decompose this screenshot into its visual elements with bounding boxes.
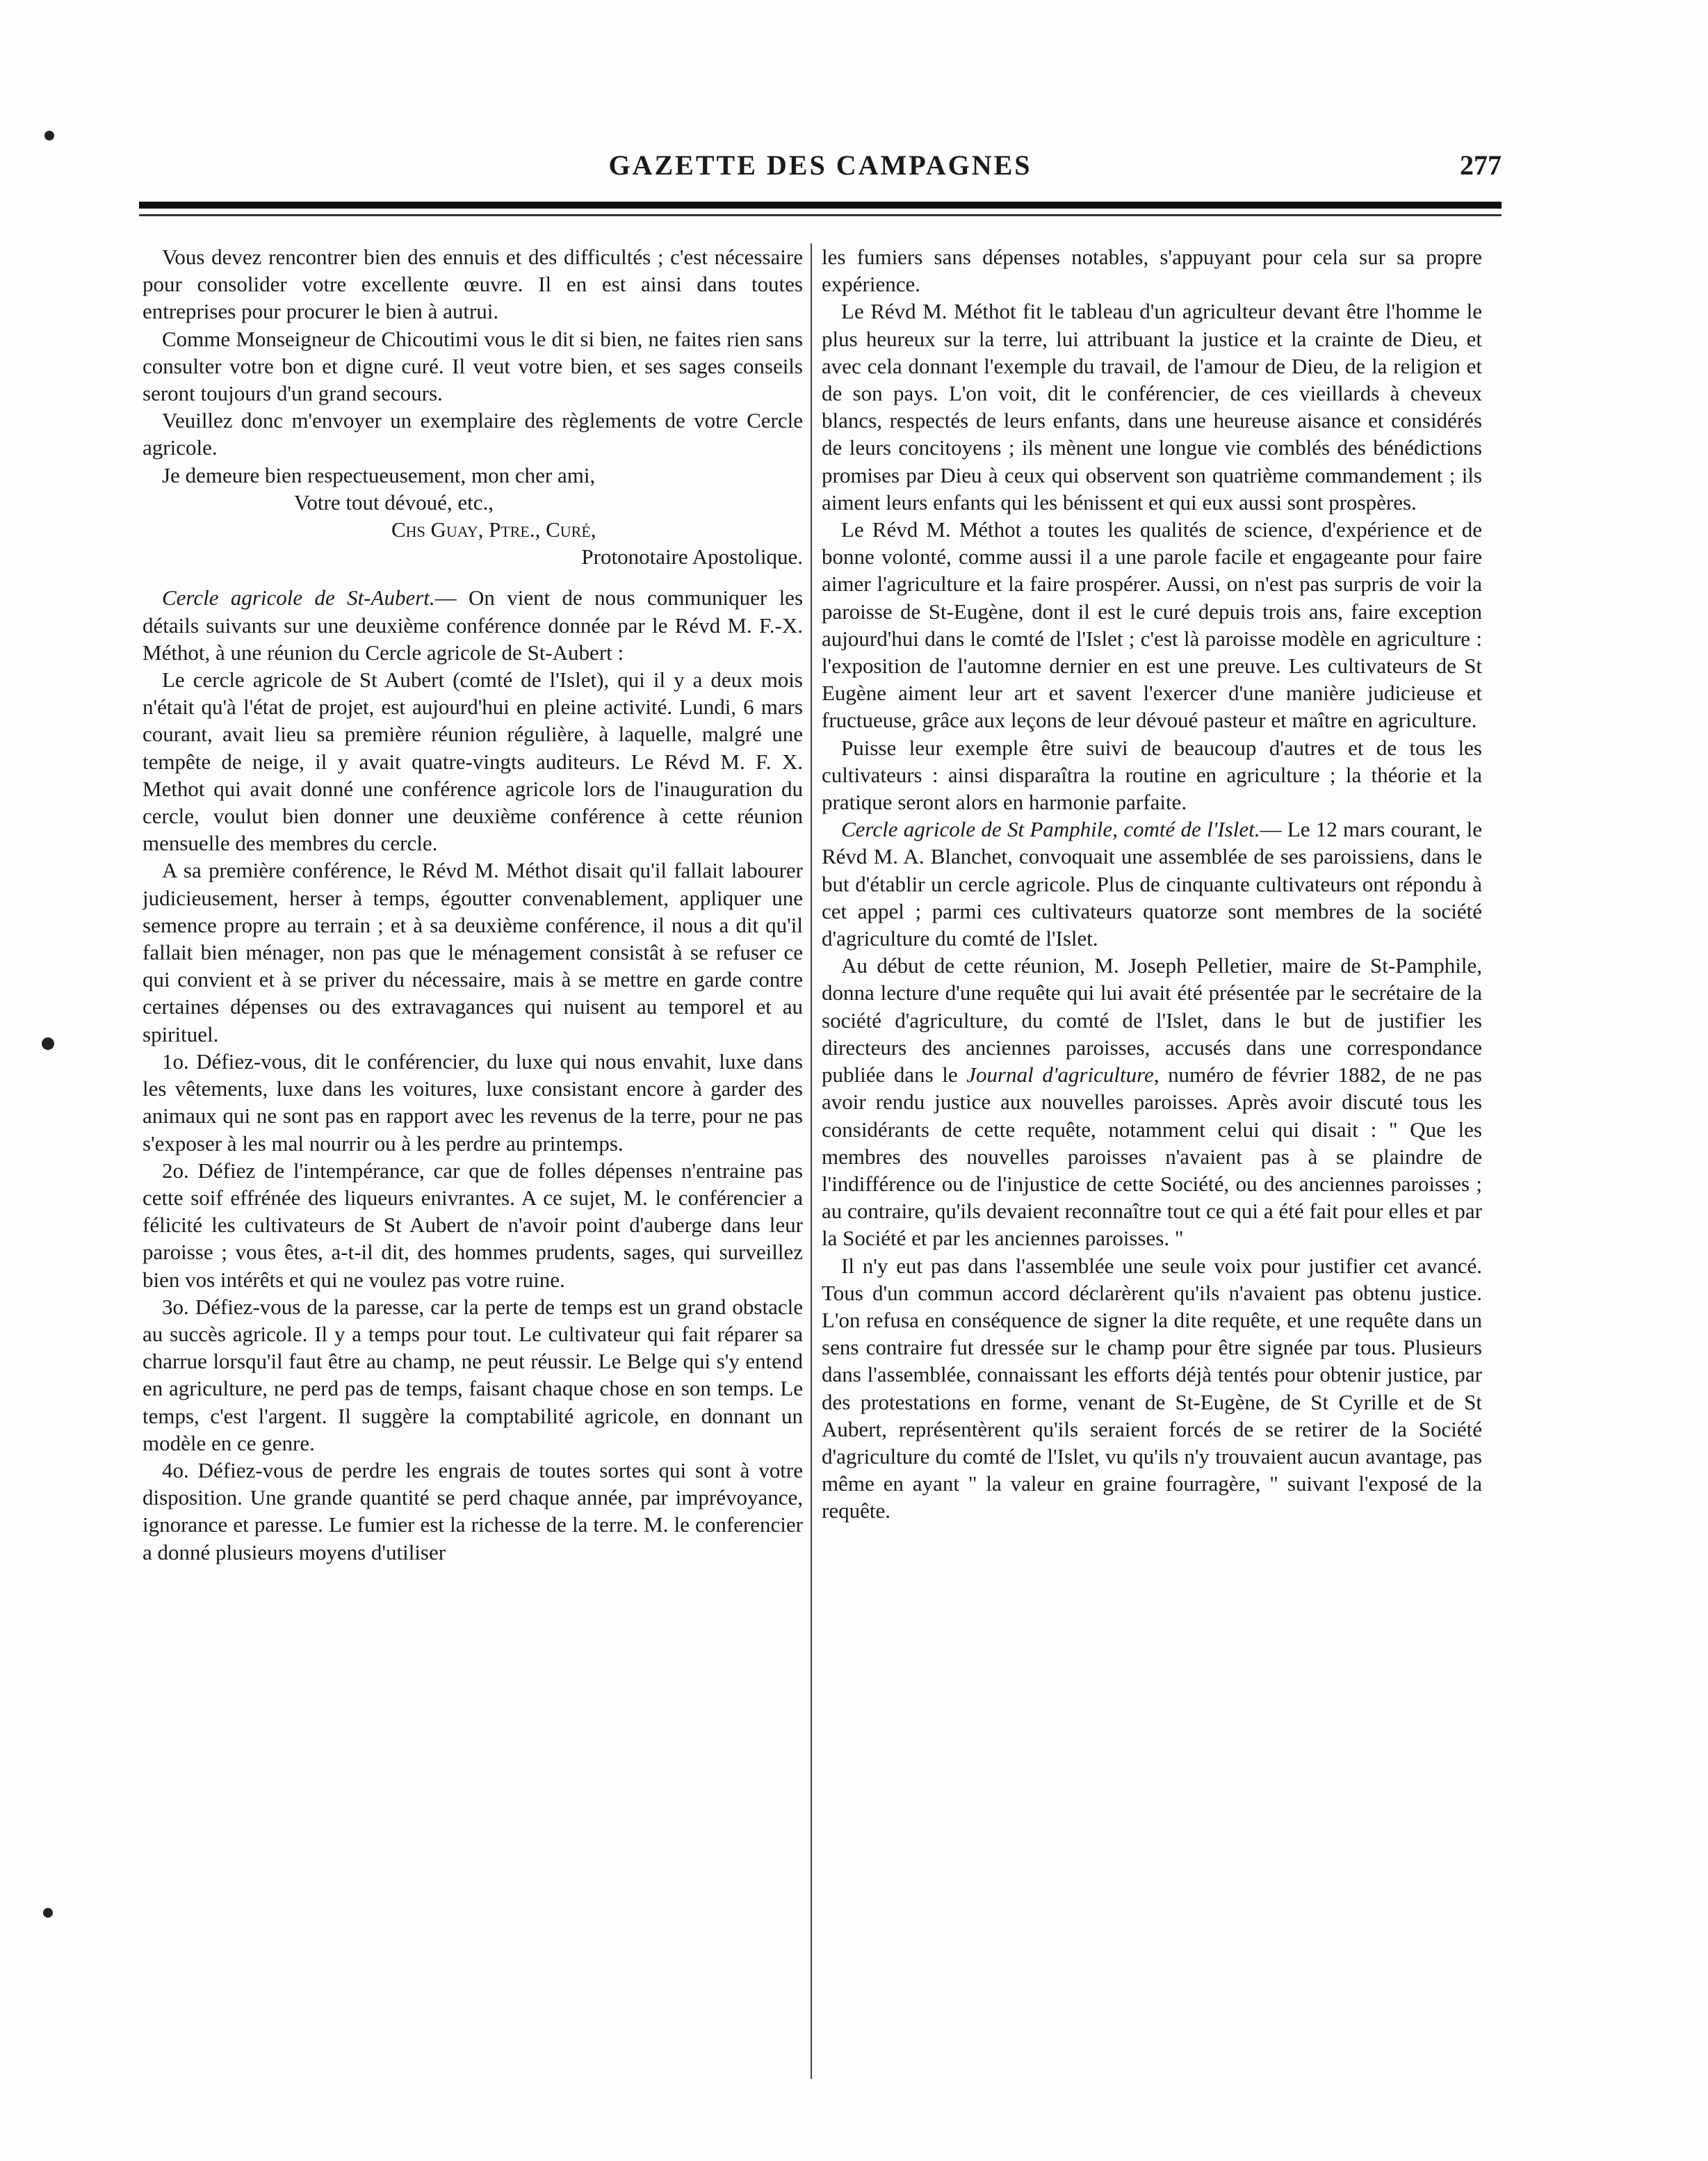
body-paragraph: Le cercle agricole de St Aubert (comté de l'Islet), qui il y a deux mois n'était qu'à l'état de projet, est aujourd'hui en pleine activité. Lundi, 6 mars courant, avait lieu sa première réunion régulière, à laquelle, malgré une tempête de neige, il y avait quatre-vingts auditeurs. Le Révd M. F. X. Methot qui avait donné une conférence agricole lors de l'inauguration du cercle, voulut bien donner une deuxième conférence à cette réunion mensuelle des membres du cercle. [143,667,803,856]
section-intro: — Le 12 mars courant, le Révd M. A. Blanchet, convoquait une assemblée de ses paroissiens, dans le but d'établir un cercle agricole. Plus de cinquante cultivateurs ont répondu à cet appel ; parmi ces cultivateurs quatorze sont membres de la société d'agriculture du comté de l'Islet. [822,817,1482,951]
body-paragraph: 2o. Défiez de l'intempérance, car que de folles dépenses n'entraine pas cette soif effrénée des liqueurs enivrantes. A ce sujet, M. le conférencier a félicité les cultivateurs de St Aubert de n'avoir point d'auberge dans leur paroisse ; vous êtes, a-t-il dit, des hommes prudents, sages, qui surveillez bien vos intérêts et qui ne voulez pas votre ruine. [143,1158,803,1292]
body-paragraph: A sa première conférence, le Révd M. Méthot disait qu'il fallait labourer judicieusement, herser à temps, égoutter convenablement, appliquer une semence propre au terrain ; et à sa deuxième conférence, il nous a dit qu'il fallait bien ménager, non pas que le ménagement consistât à se refuser ce qui convient et à se priver du nécessaire, mais à se mettre en garde contre certaines dépenses ou des extravagances qui nuisent au temporel et au spirituel. [143,858,803,1046]
page-number: 277 [1460,149,1502,181]
body-paragraph [822,952,1482,1252]
section-paragraph [143,584,803,666]
letter-paragraph: Veuillez donc m'envoyer un exemplaire des règlements de votre Cercle agricole. [143,408,803,460]
letter-paragraph: Je demeure bien respectueusement, mon cher ami, [162,462,596,487]
right-column [822,243,1482,2079]
header-rule [139,202,1502,209]
section-title: Cercle agricole de St Pamphile, comté de l'Islet. [841,817,1260,842]
publication-title: GAZETTE DES CAMPAGNES [608,149,1032,181]
body-paragraph: 4o. Défiez-vous de perdre les engrais de toutes sortes qui sont à votre disposition. Une grande quantité se perd chaque année, par imprévoyance, ignorance et paresse. Le fumier est la richesse de la terre. M. le conferencier a donné plusieurs moyens d'utiliser [143,1457,803,1564]
margin-speck [43,1908,53,1918]
letter-closing: Votre tout dévoué, etc., [294,489,494,515]
letter-signature: Chs Guay, Ptre., Curé, [391,517,596,542]
left-column [143,243,803,2079]
column-divider [811,243,812,2079]
section-title: Cercle agricole de St-Aubert. [162,585,435,610]
body-paragraph: Puisse leur exemple être suivi de beaucoup d'autres et de tous les cultivateurs : ainsi disparaîtra la routine en agriculture ; la théorie et la pratique seront alors en harmonie parfaite. [822,735,1482,815]
page-header [139,139,1502,188]
body-paragraph: 1o. Défiez-vous, dit le conférencier, du luxe qui nous envahit, luxe dans les vêtements, luxe dans les voitures, luxe consistant encore à garder des animaux qui ne sont pas en rapport avec les revenus de la terre, pour ne pas s'exposer à les mal nourrir ou à les perdre au printemps. [143,1049,803,1156]
body-paragraph: Le Révd M. Méthot a toutes les qualités de science, d'expérience et de bonne volonté, comme aussi il a une parole facile et engageante pour faire aimer l'agriculture et la faire prospérer. Aussi, on n'est pas surpris de voir la paroisse de St-Eugène, dont il est le curé depuis trois ans, faire exception aujourd'hui dans le comté de l'Islet ; c'est là paroisse modèle en agriculture : l'exposition de l'automne dernier en est une preuve. Les cultivateurs de St Eugène aiment leur art et savent l'exercer d'une manière judicieuse et fructueuse, grâce aux leçons de leur dévoué pasteur et maître en agriculture. [822,517,1482,733]
body-paragraph: 3o. Défiez-vous de la paresse, car la perte de temps est un grand obstacle au succès agricole. Il y a temps pour tout. Le cultivateur qui fait réparer sa charrue lorsqu'il faut être au champ, ne peut réussir. Le Belge qui s'y entend en agriculture, ne perd pas de temps, faisant chaque chose en son temps. Le temps, c'est l'argent. Il suggère la comptabilité agricole, en donnant un modèle en ce genre. [143,1294,803,1455]
letter-paragraph: Comme Monseigneur de Chicoutimi vous le dit si bien, ne faites rien sans consulter votre bon et digne curé. Il veut votre bien, et ses sages conseils seront toujours d'un grand secours. [143,326,803,406]
body-paragraph: Il n'y eut pas dans l'assemblée une seule voix pour justifier cet avancé. Tous d'un commun accord déclarèrent qu'ils n'avaient pas obtenu justice. L'on refusa en conséquence de signer la dite requête, et une requête dans un sens contraire fut dressée sur le champ pour être signée par tous. Plusieurs dans l'assemblée, connaissant les efforts déjà tentés pour obtenir justice, par des protestations en forme, venant de St-Eugène, de St Cyrille et de St Aubert, représentèrent qu'ils seraient forcés de se retirer de la Société d'agriculture du comté de l'Islet, vu qu'ils n'y trouvaient aucun avantage, pas même en ayant " la valeur en graine fourragère, " suivant l'exposé de la requête. [822,1253,1482,1523]
header-rule-thin [139,214,1502,216]
letter-paragraph: Vous devez rencontrer bien des ennuis et des difficultés ; c'est nécessaire pour consolider votre excellente œuvre. Il en est ainsi dans toutes entreprises pour procurer le bien à autrui. [143,245,803,324]
body-paragraph: les fumiers sans dépenses notables, s'appuyant pour cela sur sa propre expérience. [822,245,1482,297]
body-paragraph: Le Révd M. Méthot fit le tableau d'un agriculteur devant être l'homme le plus heureux sur la terre, lui attribuant la justice et la crainte de Dieu, et avec cela donnant l'exemple du travail, de l'amour de Dieu, de la religion et de son pays. L'on voit, dit le conférencier, de ces vieillards à cheveux blancs, respectés de leurs enfants, dans une heureuse aisance et considérés de leurs concitoyens ; ils mènent une longue vie comblés des bénédictions promises par Dieu à ceux qui observent son quatrième commandement ; ils aiment leurs enfants qui les bénissent et qui eux aussi sont prospères. [822,299,1482,515]
letter-signature-title: Protonotaire Apostolique. [581,544,803,569]
body-text: Au début de cette réunion, M. Joseph Pelletier, maire de St-Pamphile, donna lecture d'une requête qui lui avait été présentée par le secrétaire de la société d'agriculture, du comté de l'Islet, dans le but de justifier les directeurs des anciennes paroisses, accusés dans une correspondance publiée dans le [822,953,1482,1087]
margin-speck [42,1037,54,1050]
journal-title: Journal d'agriculture [966,1062,1154,1087]
section-paragraph [822,816,1482,952]
section-intro: — On vient de nous communiquer les détails suivants sur une deuxième conférence donnée par le Révd M. F.-X. Méthot, à une réunion du Cercle agricole de St-Aubert : [143,585,803,665]
margin-speck [44,131,54,140]
body-text: , numéro de février 1882, de ne pas avoir rendu justice aux nouvelles paroisses. Après avoir discuté tous les considérants de cette requête, notamment celui qui disait : " Que les membres des nouvelles paroisses n'avaient pas à se plaindre de l'indifférence ou de l'injustice de cette Société, ou des anciennes paroisses ; au contraire, qu'ils devaient reconnaître tout ce qui a été fait pour elles et par la Société et par les anciennes paroisses. " [822,1062,1482,1251]
